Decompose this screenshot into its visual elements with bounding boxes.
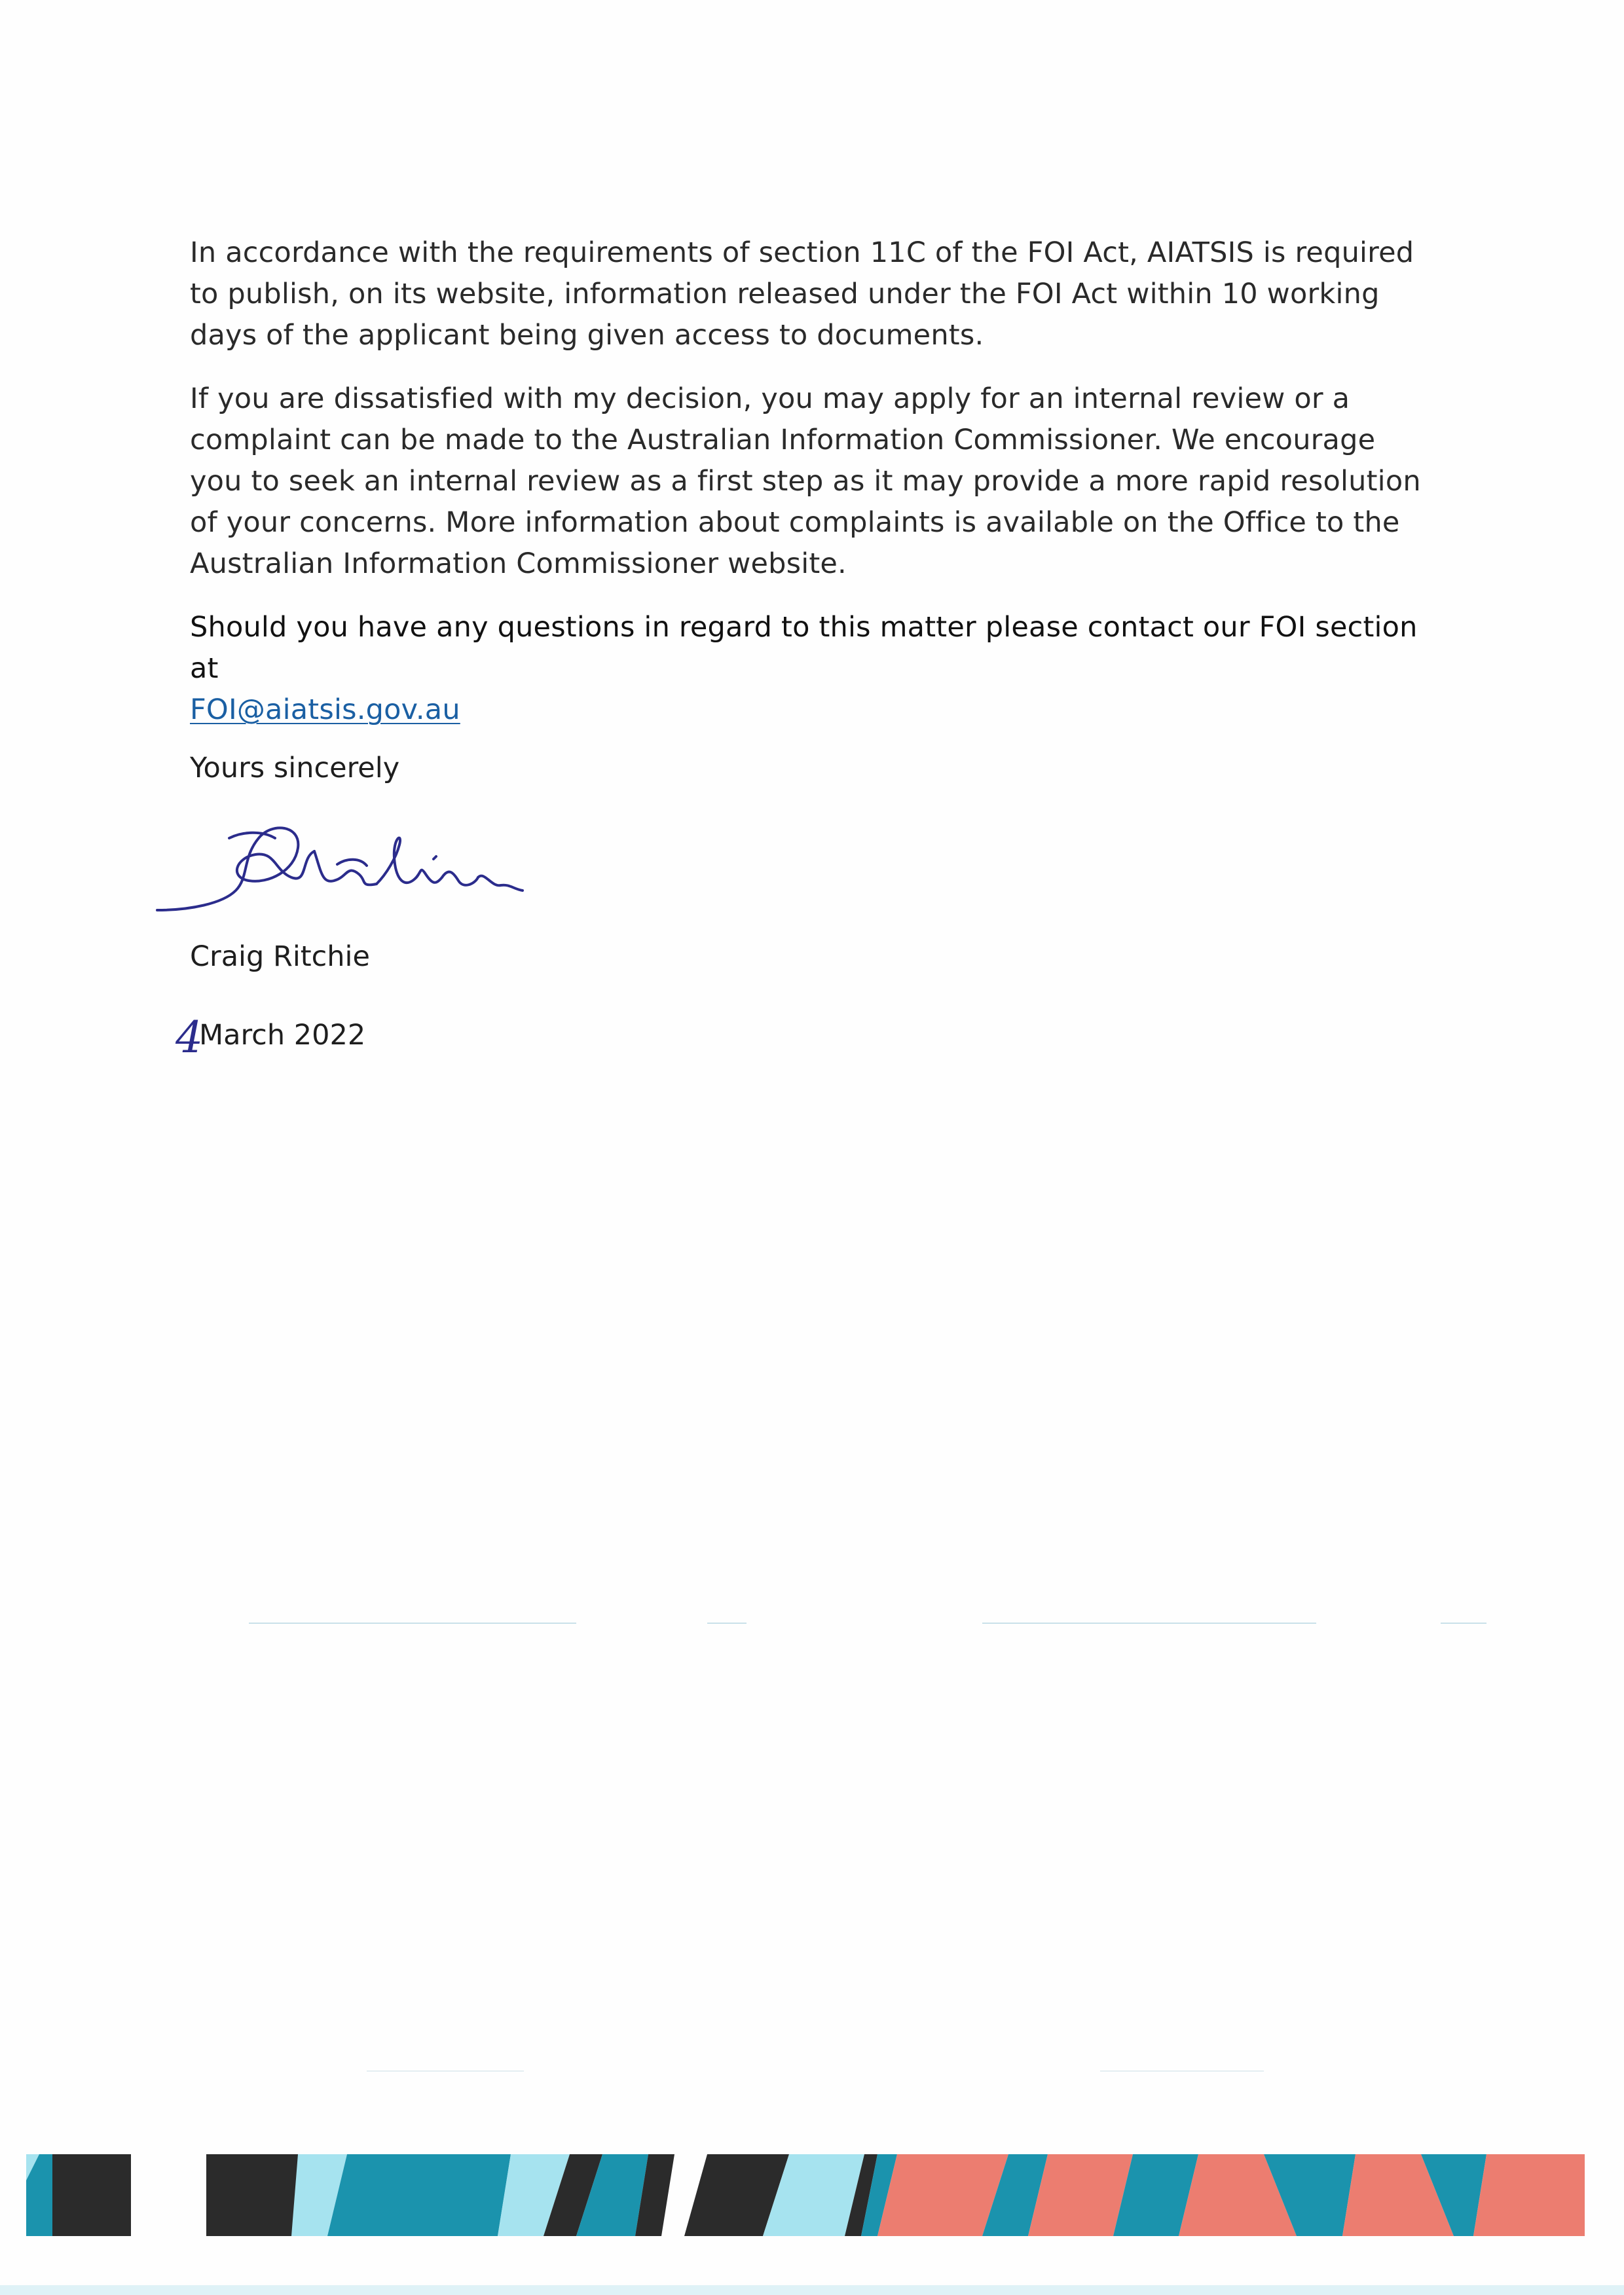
scan-line	[707, 1623, 747, 1624]
footer-shape	[327, 2154, 511, 2236]
paragraph-publication: In accordance with the requirements of section 11C of the FOI Act, AIATSIS is required to publish, on its website, information released under the FOI Act within 10 working days of the applicant being given access to documents.	[190, 236, 1414, 352]
scan-line	[249, 1623, 576, 1624]
handwritten-date-day: 4	[175, 1012, 203, 1063]
bottom-edge-strip	[0, 2285, 1624, 2295]
footer-shape	[1473, 2154, 1585, 2236]
closing-salutation: Yours sincerely	[190, 752, 400, 784]
letter-date	[175, 1008, 366, 1063]
letter-body	[190, 232, 1434, 753]
handwritten-signature	[151, 812, 530, 923]
scan-line	[1441, 1623, 1486, 1624]
paragraph-contact	[190, 607, 1434, 731]
foi-email-link[interactable]: FOI@aiatsis.gov.au	[190, 693, 460, 726]
decorative-footer-band	[26, 2154, 1585, 2236]
date-month-year: March 2022	[199, 1019, 366, 1052]
footer-shape	[206, 2154, 298, 2236]
scan-line	[982, 1623, 1316, 1624]
contact-text: Should you have any questions in regard to this matter please contact our FOI section at	[190, 611, 1418, 685]
scan-line	[367, 2070, 524, 2072]
signer-name: Craig Ritchie	[190, 940, 370, 973]
scan-line	[1100, 2070, 1264, 2072]
paragraph-review-rights: If you are dissatisfied with my decision, you may apply for an internal review or a complaint can be made to the Australian Information Commissioner. We encourage you to seek an internal review as a first step as it may provide a more rapid resolution of your concerns. More information about complaints is available on the Office to the Australian Information Commissioner website.	[190, 382, 1421, 580]
